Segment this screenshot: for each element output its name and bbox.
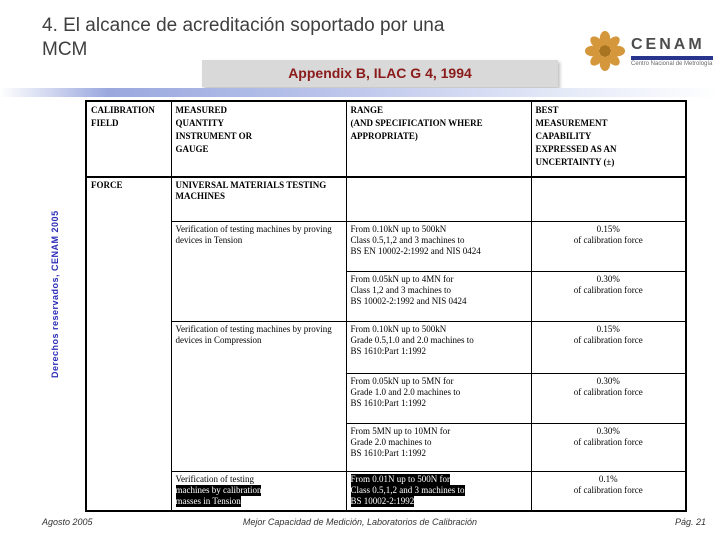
header-range: RANGE (AND SPECIFICATION WHERE APPROPRIATE) — [346, 101, 531, 177]
cell-quantity-tension: Verification of testing machines by proving devices in Tension — [171, 221, 346, 321]
logo-subtitle: Centro Nacional de Metrología — [631, 60, 713, 67]
cell-range-0: From 0.10kN up to 500kN Class 0.5,1,2 and 3 machines to BS EN 10002-2:1992 and NIS 0424 — [346, 221, 531, 271]
cell-range-5: From 0.01N up to 500N for Class 0.5,1,2 and 3 machines to BS 10002-2:1992 — [346, 471, 531, 511]
cell-bmc-2: 0.15% of calibration force — [531, 321, 686, 373]
cell-range-empty — [346, 177, 531, 221]
cell-quantity-universal: UNIVERSAL MATERIALS TESTING MACHINES — [171, 177, 346, 221]
header-calibration-field: CALIBRATION FIELD — [86, 101, 171, 177]
cenam-flower-icon — [584, 30, 626, 72]
cell-bmc-0: 0.15% of calibration force — [531, 221, 686, 271]
logo-blue-bar — [631, 56, 713, 60]
divider-gradient-band — [0, 88, 720, 97]
cell-bmc-3: 0.30% of calibration force — [531, 373, 686, 423]
footer-page-number: Pág. 21 — [674, 517, 706, 527]
cell-field-force: FORCE — [86, 177, 171, 511]
cell-range-4: From 5MN up to 10MN for Grade 2.0 machines to BS 1610:Part 1:1992 — [346, 423, 531, 471]
cell-range-2: From 0.10kN up to 500kN Grade 0.5,1.0 and 2.0 machines to BS 1610:Part 1:1992 — [346, 321, 531, 373]
cenam-logo — [584, 22, 714, 80]
cell-bmc-4: 0.30% of calibration force — [531, 423, 686, 471]
cell-range-1: From 0.05kN up to 4MN for Class 1,2 and 3 machines to BS 10002-2:1992 and NIS 0424 — [346, 271, 531, 321]
table-header-row — [86, 101, 686, 177]
cell-range-3: From 0.05kN up to 5MN for Grade 1.0 and 2.0 machines to BS 1610:Part 1:1992 — [346, 373, 531, 423]
table-row — [86, 321, 686, 373]
page-title-line1: 4. El alcance de acreditación soportado por una — [42, 15, 445, 36]
footer-date: Agosto 2005 — [42, 517, 93, 527]
cell-quantity-masses: Verification of testing machines by calibration masses in Tension — [171, 471, 346, 511]
page-title — [42, 14, 444, 62]
cell-bmc-empty — [531, 177, 686, 221]
logo-text-block — [631, 36, 713, 67]
copyright-side-text: Derechos reservados, CENAM 2005 — [50, 210, 60, 378]
table-row — [86, 471, 686, 511]
cell-bmc-5: 0.1% of calibration force — [531, 471, 686, 511]
cell-quantity-compression: Verification of testing machines by proving devices in Compression — [171, 321, 346, 471]
table-row — [86, 177, 686, 221]
header-best-measurement: BEST MEASUREMENT CAPABILITY EXPRESSED AS AN UNCERTAINTY (±) — [531, 101, 686, 177]
accreditation-table — [85, 100, 687, 512]
page-title-line2: MCM — [42, 39, 88, 60]
banner-appendix: Appendix B, ILAC G 4, 1994 — [202, 60, 558, 87]
cell-bmc-1: 0.30% of calibration force — [531, 271, 686, 321]
table-row — [86, 221, 686, 271]
logo-name: CENAM — [631, 35, 705, 53]
header-measured-quantity: MEASURED QUANTITY INSTRUMENT OR GAUGE — [171, 101, 346, 177]
footer-caption: Mejor Capacidad de Medición, Laboratorios de Calibración — [242, 517, 478, 527]
